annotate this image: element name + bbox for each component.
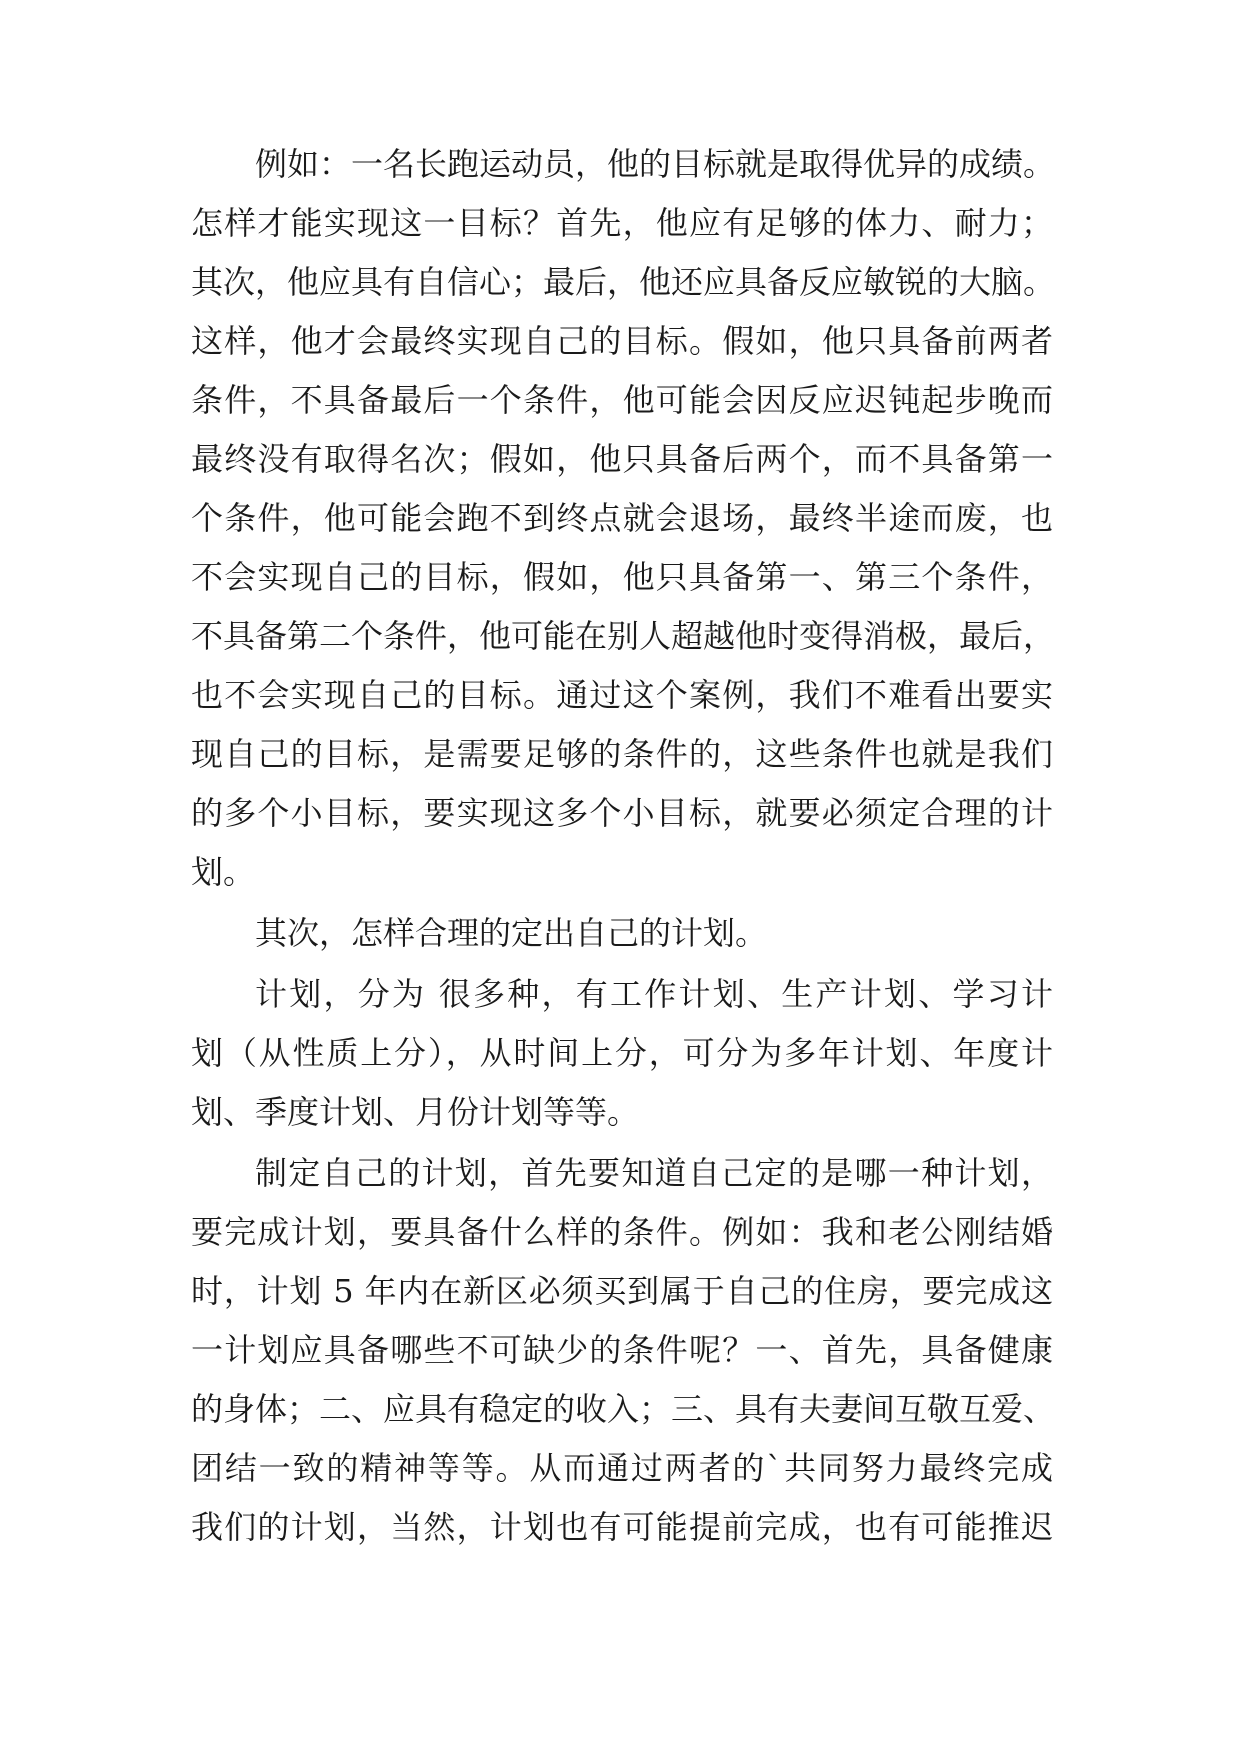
text-line: 的身体；二、应具有稳定的收入；三、具有夫妻间互敬互爱、 (191, 1390, 1056, 1428)
text-line: 计划，分为 很多种，有工作计划、生产计划、学习计 (255, 975, 1053, 1013)
text-line: 我们的计划，当然，计划也有可能提前完成，也有可能推迟 (191, 1508, 1053, 1546)
text-line: 划（从性质上分），从时间上分，可分为多年计划、年度计 (191, 1034, 1053, 1072)
text-line: 其次，他应具有自信心；最后，他还应具备反应敏锐的大脑。 (191, 263, 1056, 301)
text-line: 团结一致的精神等等。从而通过两者的`共同努力最终完成 (191, 1449, 1053, 1487)
text-line: 这样，他才会最终实现自己的目标。假如，他只具备前两者 (191, 322, 1053, 360)
text-line: 时，计划 5 年内在新区必须买到属于自己的住房，要完成这 (191, 1272, 1053, 1310)
text-line: 制定自己的计划，首先要知道自己定的是哪一种计划， (255, 1154, 1053, 1192)
text-line: 个条件，他可能会跑不到终点就会退场，最终半途而废，也 (191, 499, 1053, 537)
text-line: 最终没有取得名次；假如，他只具备后两个，而不具备第一 (191, 440, 1053, 478)
text-line: 不具备第二个条件，他可能在别人超越他时变得消极，最后， (191, 617, 1056, 655)
text-line: 划。 (191, 853, 256, 891)
text-line: 例如：一名长跑运动员，他的目标就是取得优异的成绩。 (255, 145, 1056, 183)
text-line: 也不会实现自己的目标。通过这个案例，我们不难看出要实 (191, 676, 1053, 714)
text-line: 的多个小目标，要实现这多个小目标，就要必须定合理的计 (191, 794, 1053, 832)
text-line: 要完成计划，要具备什么样的条件。例如：我和老公刚结婚 (191, 1213, 1053, 1251)
text-line: 一计划应具备哪些不可缺少的条件呢？一、首先，具备健康 (191, 1331, 1053, 1369)
text-line: 划、季度计划、月份计划等等。 (191, 1093, 640, 1131)
text-line: 其次，怎样合理的定出自己的计划。 (255, 914, 768, 952)
text-line: 不会实现自己的目标，假如，他只具备第一、第三个条件， (191, 558, 1053, 596)
text-line: 条件，不具备最后一个条件，他可能会因反应迟钝起步晚而 (191, 381, 1053, 419)
text-line: 现自己的目标，是需要足够的条件的，这些条件也就是我们 (191, 735, 1053, 773)
text-line: 怎样才能实现这一目标？首先，他应有足够的体力、耐力； (191, 204, 1053, 242)
